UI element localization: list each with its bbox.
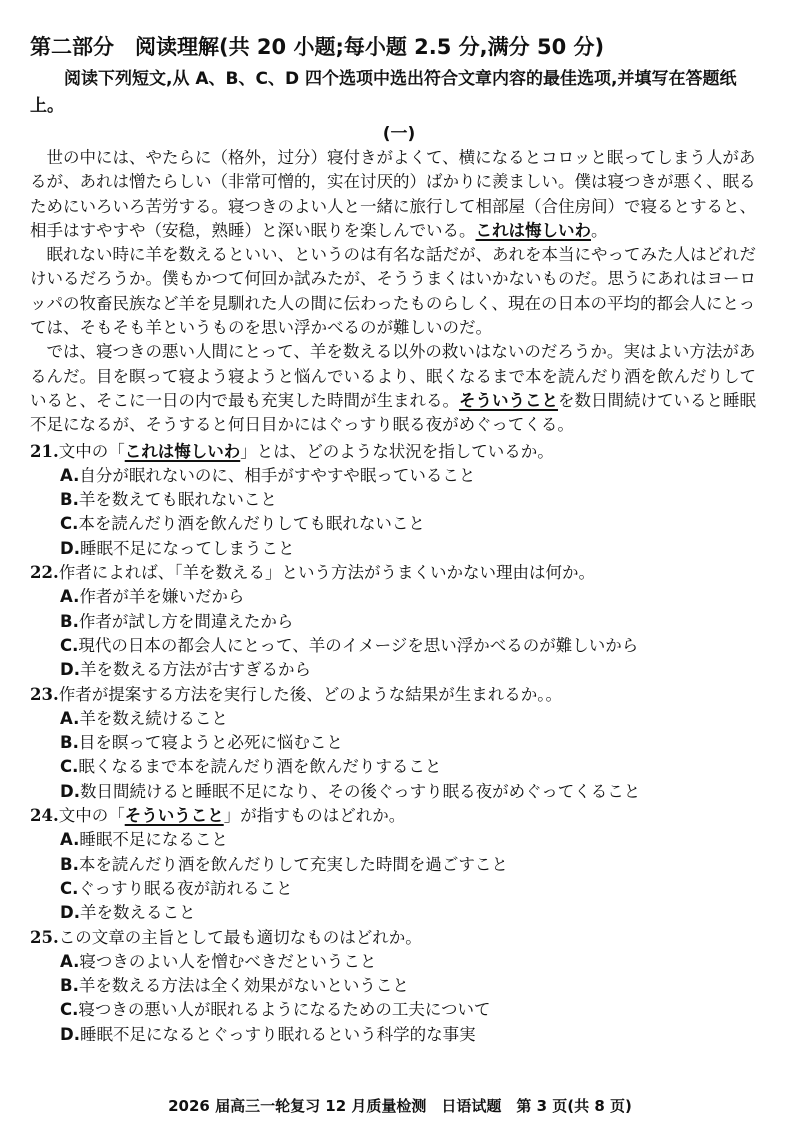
option-text: 眠くなるまで本を読んだり酒を飲んだりすること [78, 757, 442, 777]
question-stem [30, 926, 768, 950]
option-letter: D. [60, 781, 80, 801]
question-23 [30, 683, 768, 804]
question-stem [30, 683, 768, 707]
paragraph-3-end: を数日間続けていると睡眠不足になるが、そうすると何日目かにはぐっすり眠る夜がめぐってくる。 [30, 390, 756, 435]
question-stem [30, 804, 768, 828]
option-letter: D. [60, 538, 80, 558]
option-text: 寝つきのよい人を憎むべきだということ [79, 951, 377, 971]
question-text: 文中の「 [58, 441, 125, 461]
question-text: 文中の「 [58, 806, 125, 826]
answer-option[interactable] [30, 610, 768, 634]
instructions: 阅读下列短文,从 A、B、C、D 四个选项中选出符合文章内容的最佳选项,并填写在答题纸上。 [30, 69, 737, 116]
option-letter: D. [60, 660, 80, 680]
answer-option[interactable] [30, 488, 768, 512]
option-letter: C. [60, 514, 79, 534]
passage-paragraph-3 [30, 340, 768, 437]
question-text: この文章の主旨として最も適切なものはどれか。 [58, 927, 422, 947]
option-letter: B. [60, 611, 79, 631]
option-letter: A. [60, 830, 80, 850]
question-number: 25. [30, 927, 59, 947]
paragraph-1-text: 世の中には、やたらに（格外，过分）寝付きがよくて、横になるとコロッと眠ってしまう人があるが、あれは憎たらしい（非常可憎的，实在讨厌的）ばかりに羨ましい。僕は寝つきが悪く、眠るためにいろいろ苦労する。寝つきのよい人と一緒に旅行して相部屋（合住房间）で寝るとすると、相手はすやすや（安稳，熟睡）と深い眠りを楽しんでいる。 [30, 148, 756, 240]
answer-option[interactable] [30, 828, 768, 852]
option-letter: A. [60, 708, 80, 728]
paragraph-3-text: では、寝つきの悪い人間にとって、羊を数える以外の救いはないのだろうか。実はよい方法があるんだ。目を瞑って寝よう寝ようと悩んでいるより、眠くなるまで本を読んだり酒を飲んだりしていると、そこに一日の内で最も充実した時間が生まれる。 [30, 342, 756, 410]
option-letter: A. [60, 465, 80, 485]
question-number: 24. [30, 806, 59, 826]
option-text: 作者が羊を嫌いだから [79, 587, 245, 607]
answer-option[interactable] [30, 707, 768, 731]
question-stem [30, 440, 768, 464]
option-letter: D. [60, 1024, 80, 1044]
answer-option[interactable] [30, 658, 768, 682]
answer-option[interactable] [30, 634, 768, 658]
answer-option[interactable] [30, 998, 768, 1022]
underlined-phrase-1: これは悔しいわ [475, 220, 591, 240]
reading-passage [30, 146, 768, 438]
section-title: 第二部分 阅读理解(共 20 小题;每小题 2.5 分,满分 50 分) [30, 35, 605, 59]
option-text: 睡眠不足になること [79, 830, 228, 850]
answer-option[interactable] [30, 877, 768, 901]
option-letter: B. [60, 854, 79, 874]
option-letter: C. [60, 1000, 79, 1020]
answer-option[interactable] [30, 537, 768, 561]
question-stem [30, 561, 768, 585]
answer-option[interactable] [30, 950, 768, 974]
option-text: 睡眠不足になってしまうこと [79, 538, 295, 558]
answer-option[interactable] [30, 512, 768, 536]
question-text: 作者が提案する方法を実行した後、どのような結果が生まれるか。。 [58, 684, 562, 704]
question-text-end: 」が指すものはどれか。 [223, 806, 406, 826]
option-text: 羊を数えても眠れないこと [78, 490, 277, 510]
option-text: 羊を数えること [79, 903, 196, 923]
answer-option[interactable] [30, 755, 768, 779]
underlined-phrase-2: そういうこと [459, 390, 558, 410]
answer-option[interactable] [30, 974, 768, 998]
question-list [30, 440, 768, 1047]
option-letter: A. [60, 587, 80, 607]
page-footer: 2026 届高三一轮复习 12 月质量检测 日语试题 第 3 页(共 8 页) [168, 1097, 632, 1115]
question-24 [30, 804, 768, 925]
question-number: 22. [30, 563, 59, 583]
question-25 [30, 926, 768, 1047]
passage-number: (一) [382, 124, 416, 144]
answer-option[interactable] [30, 731, 768, 755]
question-text: 作者によれば、「羊を数える」という方法がうまくいかない理由は何か。 [58, 563, 595, 583]
question-number: 21. [30, 441, 59, 461]
option-letter: C. [60, 757, 79, 777]
option-text: 睡眠不足になるとぐっすり眠れるという科学的な事実 [79, 1024, 476, 1044]
question-22 [30, 561, 768, 682]
answer-option[interactable] [30, 1023, 768, 1047]
paragraph-1-end: 。 [591, 220, 608, 240]
option-text: 羊を数える方法が古すぎるから [79, 660, 311, 680]
option-text: 羊を数える方法は全く効果がないということ [78, 976, 409, 996]
question-quote: これは悔しいわ [124, 441, 241, 461]
option-letter: B. [60, 733, 79, 753]
option-text: 自分が眠れないのに、相手がすやすや眠っていること [79, 465, 476, 485]
option-letter: B. [60, 976, 79, 996]
option-text: 本を読んだり酒を飲んだりして充実した時間を過ごすこと [78, 854, 508, 874]
option-text: 目を瞑って寝ようと必死に悩むこと [78, 733, 343, 753]
option-text: 現代の日本の都会人にとって、羊のイメージを思い浮かべるのが難しいから [78, 635, 639, 655]
option-letter: C. [60, 635, 79, 655]
answer-option[interactable] [30, 901, 768, 925]
question-quote: そういうこと [124, 806, 224, 826]
answer-option[interactable] [30, 585, 768, 609]
answer-option[interactable] [30, 853, 768, 877]
answer-option[interactable] [30, 464, 768, 488]
option-text: 羊を数え続けること [79, 708, 228, 728]
option-text: 本を読んだり酒を飲んだりしても眠れないこと [78, 514, 425, 534]
option-text: 寝つきの悪い人が眠れるようになるための工夫について [78, 1000, 491, 1020]
option-letter: B. [60, 490, 79, 510]
option-text: 数日間続けると睡眠不足になり、その後ぐっすり眠る夜がめぐってくること [79, 781, 641, 801]
option-letter: D. [60, 903, 80, 923]
option-letter: C. [60, 878, 79, 898]
passage-paragraph-1 [30, 146, 768, 243]
answer-option[interactable] [30, 780, 768, 804]
option-text: ぐっすり眠る夜が訪れること [78, 878, 293, 898]
question-number: 23. [30, 684, 59, 704]
option-text: 作者が試し方を間違えたから [78, 611, 294, 631]
question-text-end: 」とは、どのような状況を指しているか。 [240, 441, 554, 461]
passage-paragraph-2: 眠れない時に羊を数えるといい、というのは有名な話だが、あれを本当にやってみた人はどれだけいるだろうか。僕もかつて何回か試みたが、そううまくはいかないものだ。思うにあれはヨーロッパの牧畜民族など羊を見馴れた人の間に伝わったものらしく、現在の日本の平均的都会人にとっては、そもそも羊というものを思い浮かべるのが難しいのだ。 [30, 245, 756, 338]
option-letter: A. [60, 951, 80, 971]
question-21 [30, 440, 768, 561]
